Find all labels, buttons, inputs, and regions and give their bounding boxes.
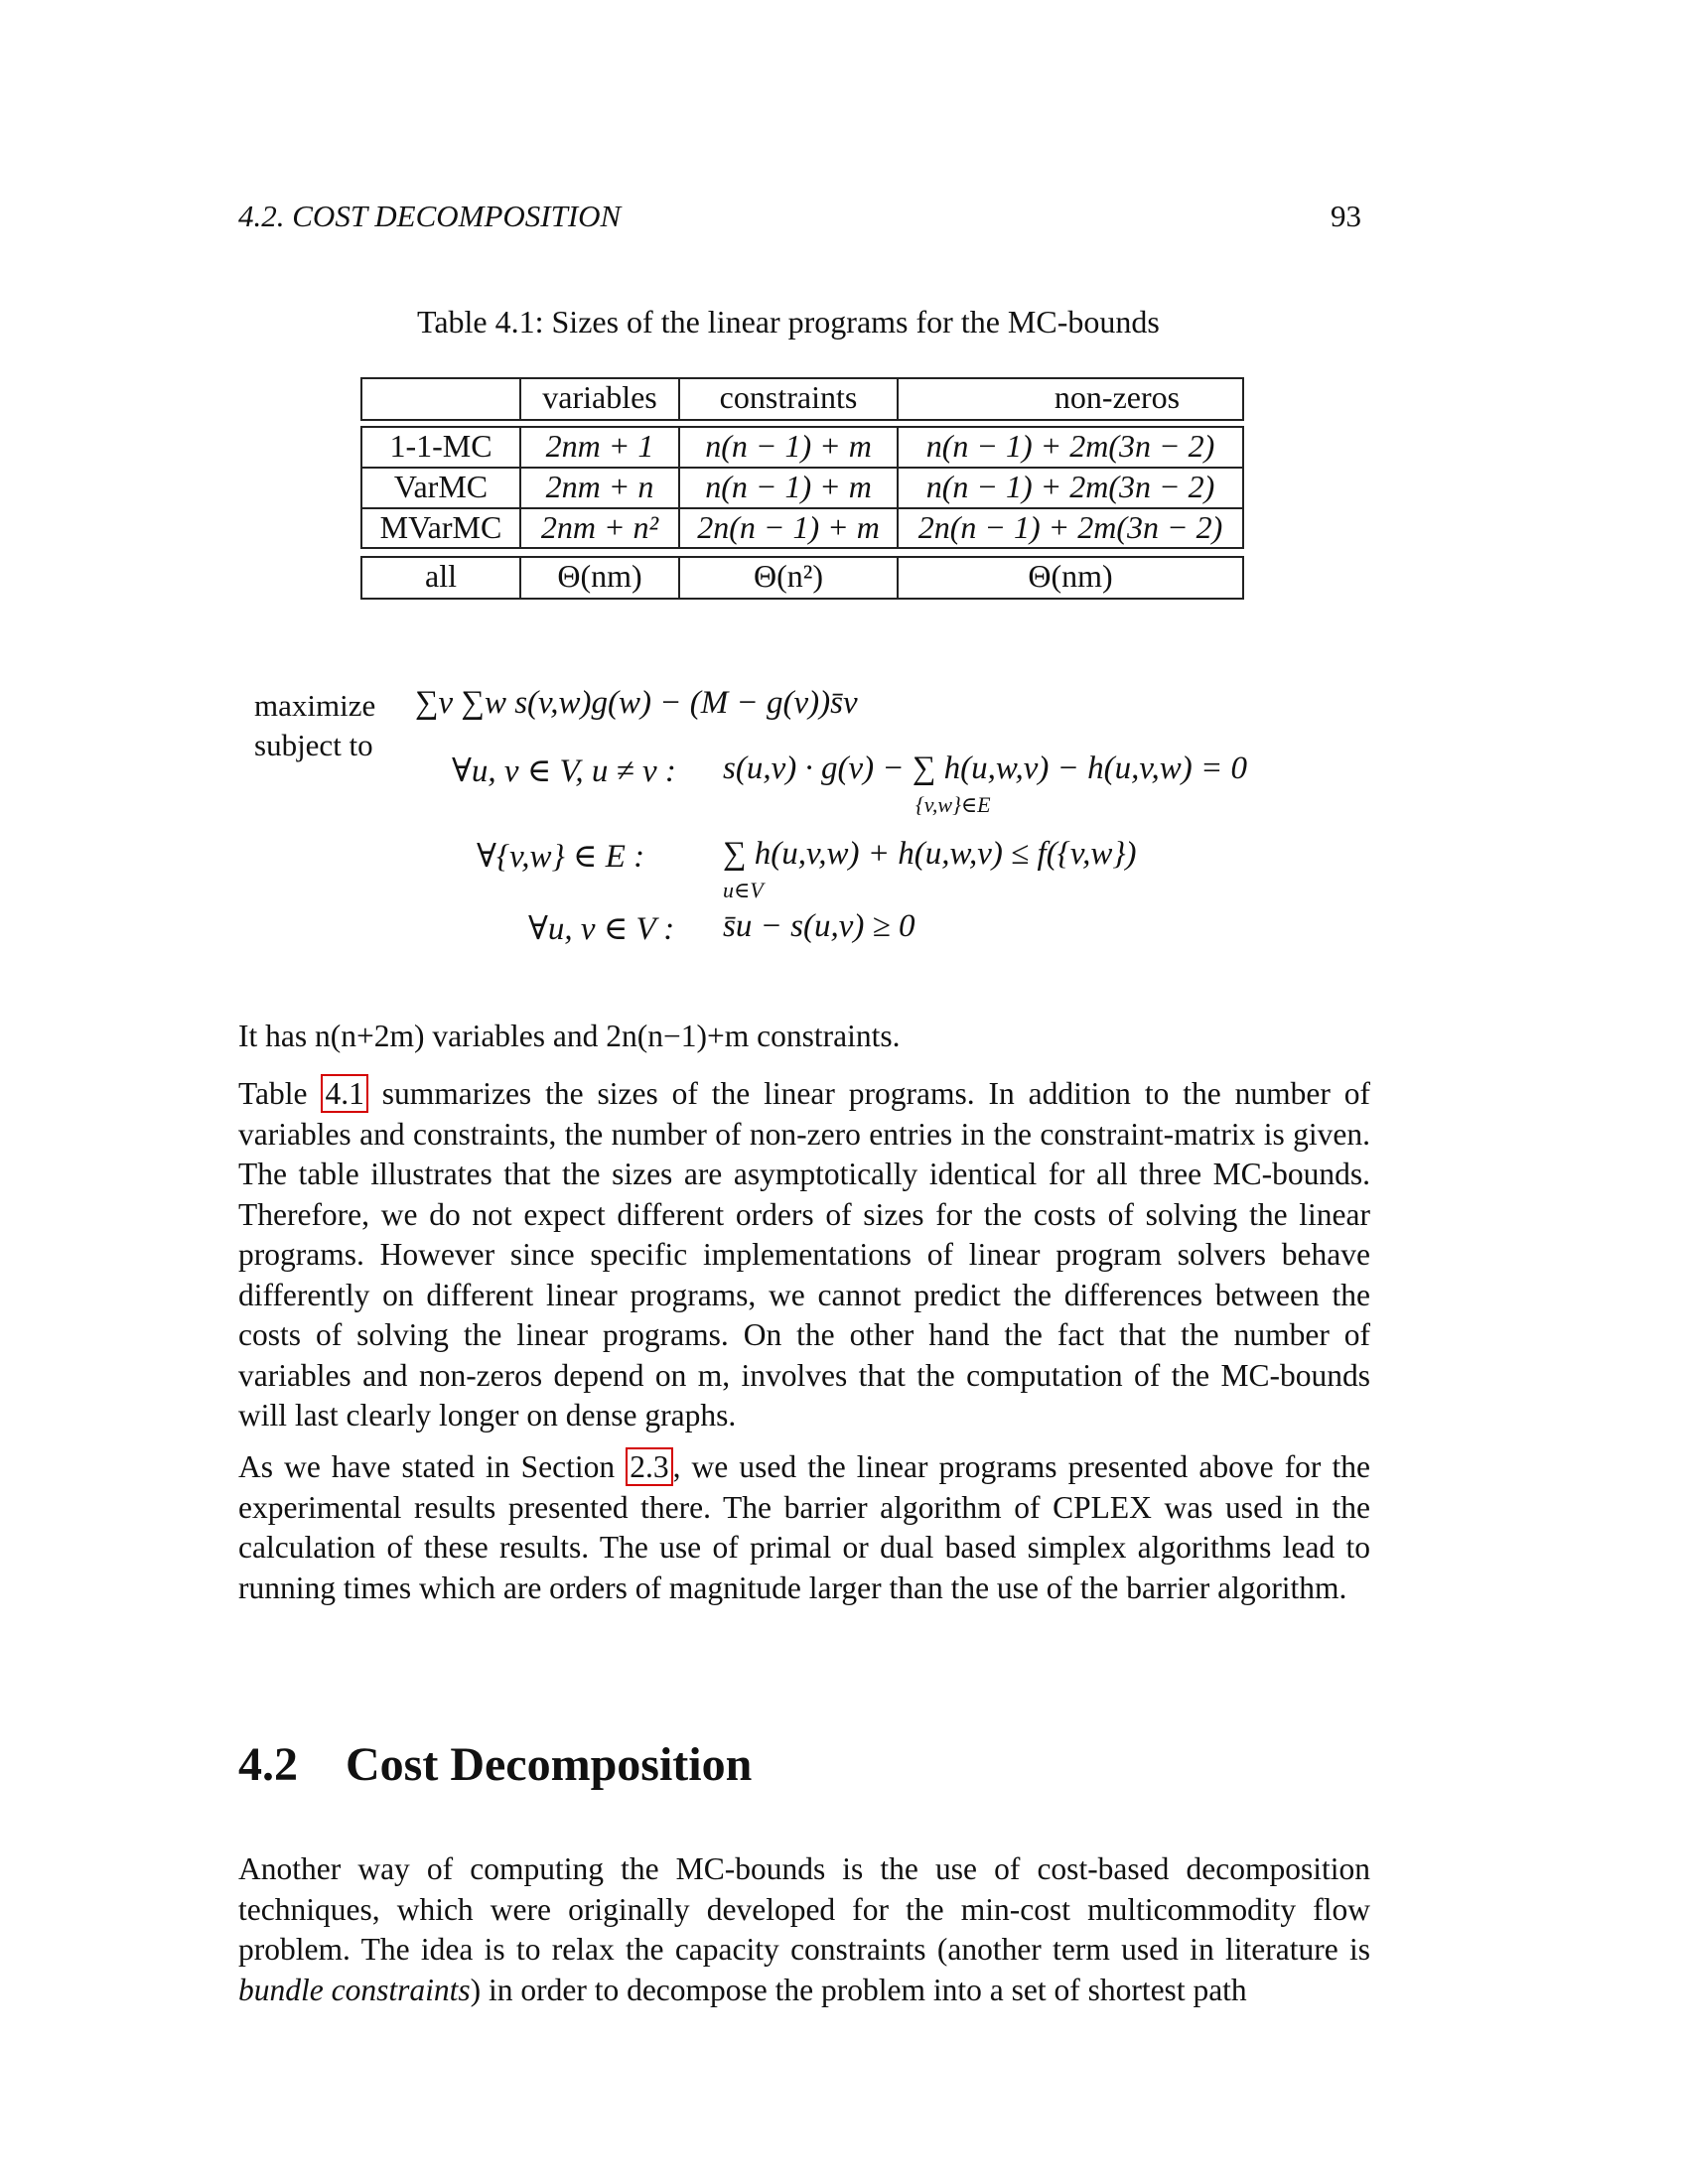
- para-text: Another way of computing the MC-bounds is the use of cost-based decomposition techniques, which were originally developed for the min-cost multicommodity flow problem. The idea is to relax the capacity constraints (another term used in literature is: [238, 1851, 1370, 1967]
- constraint-2-quantifier: ∀{v,w} ∈ E :: [477, 839, 645, 875]
- constraint-2-sum-index: u∈V: [723, 878, 764, 902]
- para-text: ) in order to decompose the problem into a set of shortest path: [470, 1972, 1247, 2007]
- para-text: summarizes the sizes of the linear programs. In addition to the number of variables and constraints, the number of non-zero entries in the constraint-matrix is given. The table illustrates that the sizes are asymptotically identical for all three MC-bounds. Therefore, we do not expect different orders of sizes for the costs of solving the linear programs. However since specific implementations of linear program solvers behave differently on different linear programs, we cannot predict the differences between the costs of solving the linear programs. On the other hand the fact that the number of variables and non-zeros depend on m, involves that the computation of the MC-bounds will last clearly longer on dense graphs.: [238, 1076, 1371, 1433]
- constraint-1-sum-index: {v,w}∈E: [915, 792, 991, 817]
- section-ref-link[interactable]: 2.3: [626, 1447, 672, 1486]
- summary-constraints: Θ(n²): [753, 558, 823, 594]
- summary-name: all: [425, 558, 457, 594]
- row-name: MVarMC: [379, 509, 502, 545]
- para-text: As we have stated in Section: [238, 1449, 627, 1484]
- summary-variables: Θ(nm): [557, 558, 642, 594]
- row-nonzeros: n(n − 1) + 2m(3n − 2): [925, 469, 1215, 504]
- running-header: 4.2. COST DECOMPOSITION: [238, 199, 622, 233]
- row-constraints: n(n − 1) + m: [705, 469, 872, 504]
- row-constraints: 2n(n − 1) + m: [697, 509, 880, 545]
- row-name: 1-1-MC: [389, 428, 492, 464]
- para-emphasis: bundle constraints: [238, 1972, 471, 2007]
- paragraph-variables-count: It has n(n+2m) variables and 2n(n−1)+m constraints.: [238, 1019, 901, 1053]
- constraint-1-expression: s(u,v) · g(v) − ∑ h(u,w,v) − h(u,v,w) = 0: [723, 751, 1248, 786]
- constraint-3-quantifier: ∀u, v ∈ V :: [528, 911, 675, 947]
- paragraph-section-ref: [238, 1447, 1370, 1608]
- col-header-nonzeros: non-zeros: [1054, 379, 1181, 415]
- subject-to-label: subject to: [254, 728, 373, 762]
- paragraph-cost-decomposition: [238, 1849, 1370, 2010]
- row-constraints: n(n − 1) + m: [705, 428, 872, 464]
- section-heading: 4.2 Cost Decomposition: [238, 1738, 753, 1791]
- para-text: Table: [238, 1076, 308, 1111]
- row-name: VarMC: [393, 469, 489, 504]
- row-variables: 2nm + 1: [545, 428, 654, 464]
- page-number: 93: [1331, 199, 1361, 233]
- objective-function: ∑v ∑w s(v,w)g(w) − (M − g(v))s̄v: [415, 685, 858, 721]
- summary-nonzeros: Θ(nm): [1028, 558, 1113, 594]
- col-header-variables: variables: [542, 379, 657, 415]
- row-variables: 2nm + n: [545, 469, 654, 504]
- constraint-3-expression: s̄u − s(u,v) ≥ 0: [723, 908, 915, 944]
- constraint-2-expression: ∑ h(u,v,w) + h(u,w,v) ≤ f({v,w}): [723, 836, 1137, 872]
- row-nonzeros: n(n − 1) + 2m(3n − 2): [925, 428, 1215, 464]
- linear-program: [0, 0, 1688, 993]
- table-ref-link[interactable]: 4.1: [321, 1074, 367, 1113]
- para-text: , we used the linear programs presented above for the experimental results presented there. The barrier algorithm of CPLEX was used in the calculation of these results. The use of primal or dual based simplex algorithms lead to running times which are orders of magnitude larger than the use of the barrier algorithm.: [238, 1449, 1370, 1605]
- paragraph-table-summary: [238, 1074, 1370, 1436]
- row-nonzeros: 2n(n − 1) + 2m(3n − 2): [917, 509, 1223, 545]
- row-variables: 2nm + n²: [540, 509, 659, 545]
- table-caption: Table 4.1: Sizes of the linear programs for the MC-bounds: [417, 304, 1160, 340]
- col-header-constraints: constraints: [719, 379, 858, 415]
- constraint-1-quantifier: ∀u, v ∈ V, u ≠ v :: [452, 753, 676, 789]
- maximize-label: maximize: [254, 688, 376, 723]
